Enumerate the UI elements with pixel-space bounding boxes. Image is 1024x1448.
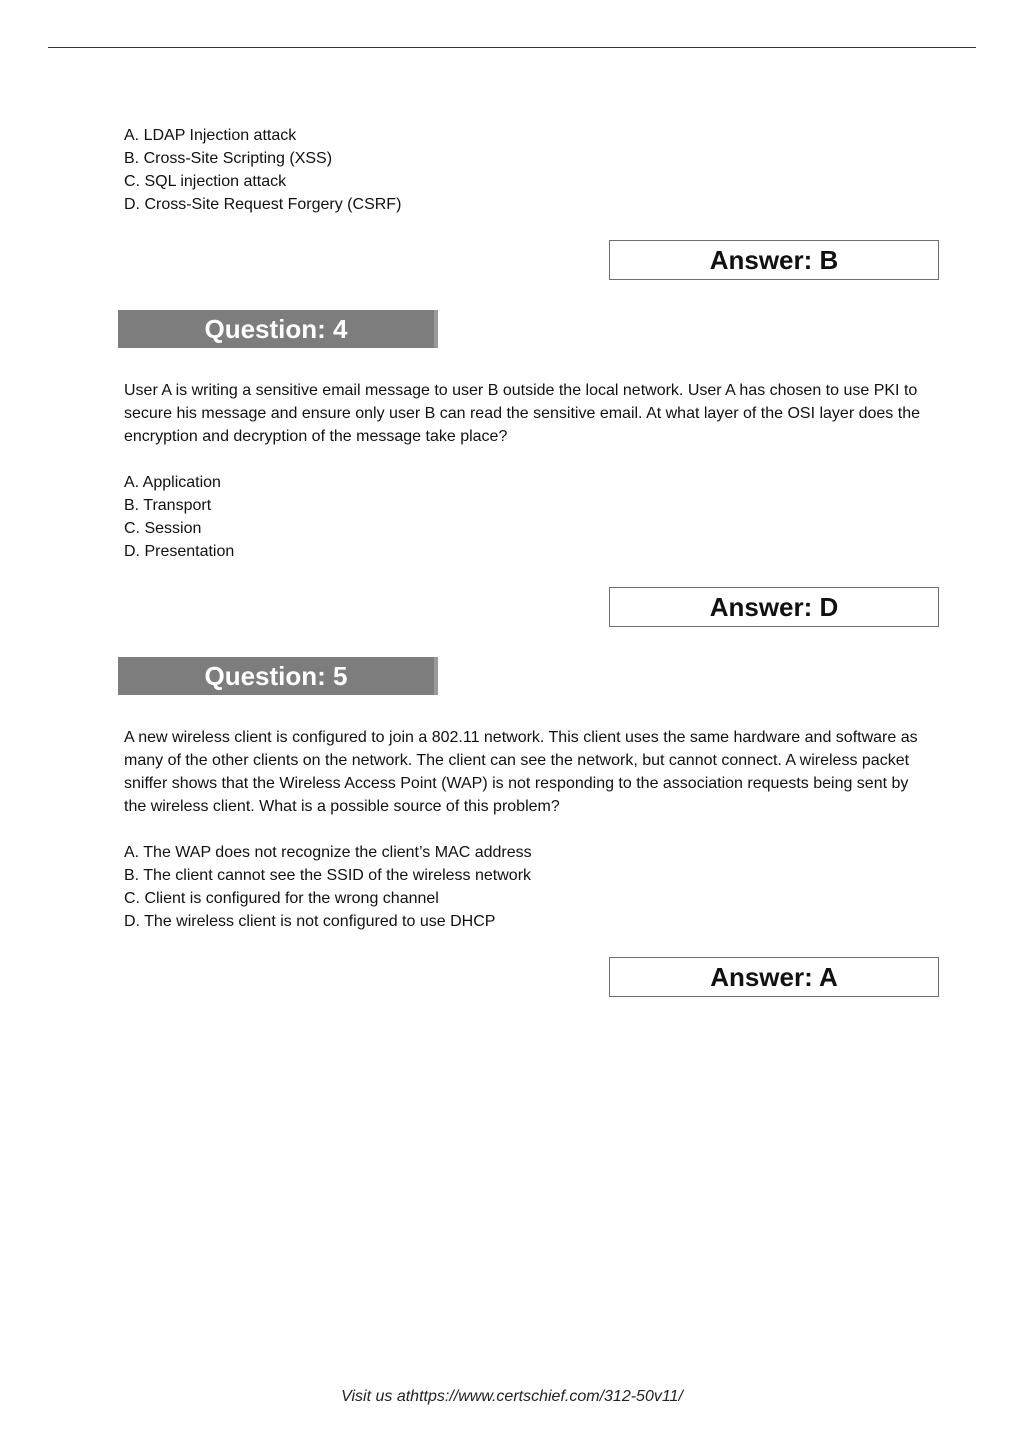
q5-option-c: C. Client is configured for the wrong channel [124,890,439,907]
q5-options [124,841,924,933]
q5-question [124,726,924,818]
q3-options [124,124,924,216]
q5-option-b: B. The client cannot see the SSID of the wireless network [124,867,532,884]
footer-link[interactable]: Visit us athttps://www.certschief.com/312-50v11/ [341,1388,683,1405]
q3-option-c: C. SQL injection attack [124,173,287,190]
q5-header: Question: 5 [118,657,438,695]
q4-header: Question: 4 [118,310,438,348]
q5-answer-box: Answer: A [609,957,939,997]
q4-options [124,471,924,563]
q4-text: User A is writing a sensitive email message to user B outside the local network. User A has chosen to use PKI to secure his message and ensure only user B can read the sensitive email. At what layer of the OSI layer does the encryption and decryption of the message take place? [124,382,920,445]
q4-option-a: A. Application [124,474,221,491]
q3-option-a: A. LDAP Injection attack [124,127,297,144]
q3-option-d: D. Cross-Site Request Forgery (CSRF) [124,196,402,213]
q4-answer-box: Answer: D [609,587,939,627]
q4-option-d: D. Presentation [124,543,235,560]
q4-option-b: B. Transport [124,497,212,514]
q3-answer-box: Answer: B [609,240,939,280]
q3-option-b: B. Cross-Site Scripting (XSS) [124,150,333,167]
q5-option-d: D. The wireless client is not configured to use DHCP [124,913,496,930]
q4-question [124,379,924,448]
q5-option-a: A. The WAP does not recognize the client’s MAC address [124,844,532,861]
q5-text: A new wireless client is configured to join a 802.11 network. This client uses the same hardware and software as many of the other clients on the network. The client can see the network, but cannot connect. A wireless packet sniffer shows that the Wireless Access Point (WAP) is not responding to the association requests being sent by the wireless client. What is a possible source of this problem? [124,729,918,815]
header-rule [48,47,976,48]
q4-option-c: C. Session [124,520,202,537]
